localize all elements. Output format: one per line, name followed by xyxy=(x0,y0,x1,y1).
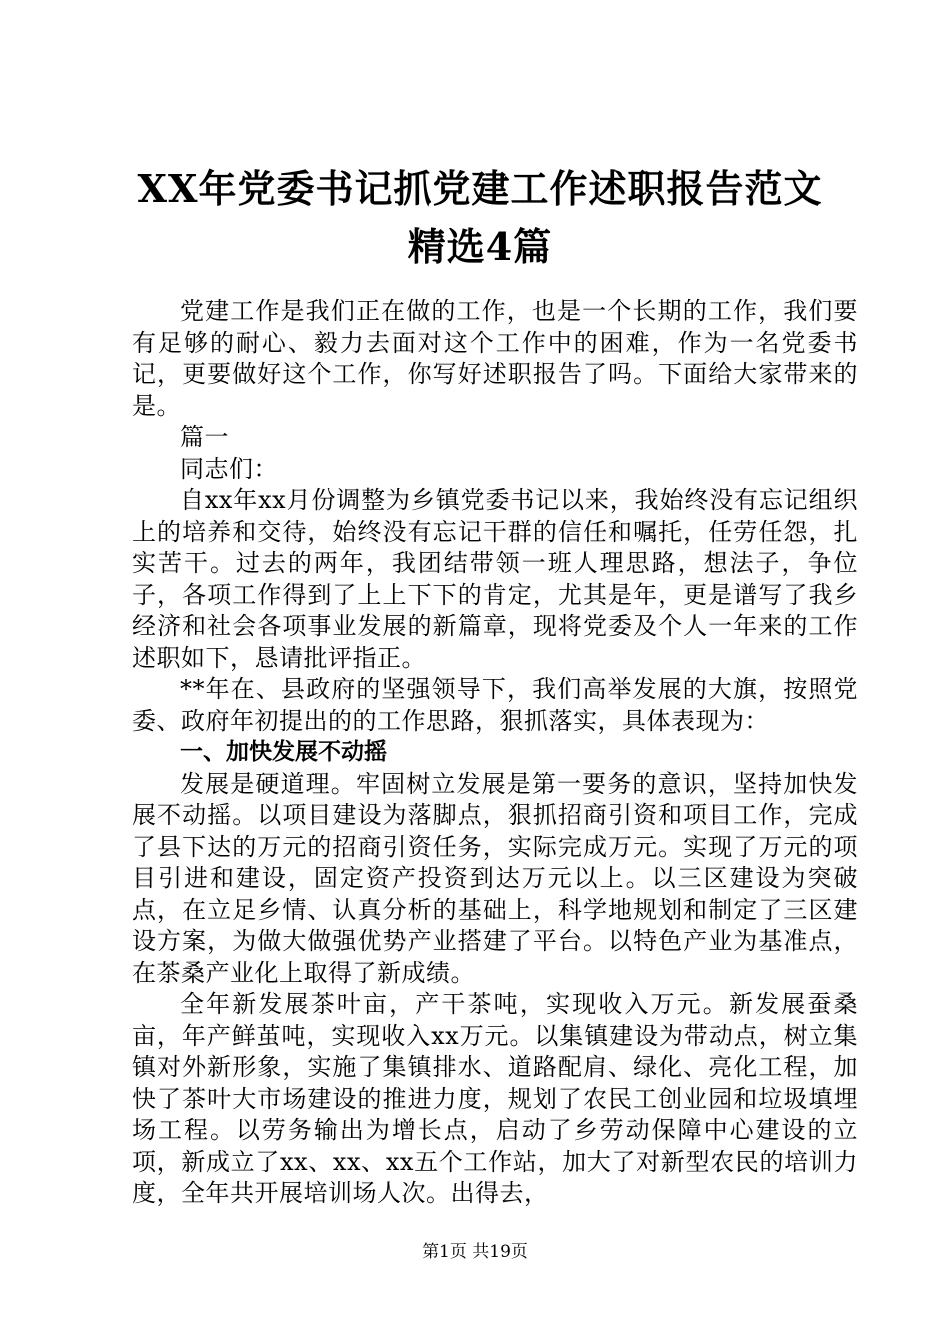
body-paragraph: 发展是硬道理。牢固树立发展是第一要务的意识，坚持加快发展不动摇。以项目建设为落脚点，狠抓招商引资和项目工作，完成了县下达的万元的招商引资任务，实际完成万元。实现了万元的项目引进和建设，固定资产投资到达万元以上。以三区建设为突破点，在立足乡情、认真分析的基础上，科学地规划和制定了三区建设方案，为做大做强优势产业搭建了平台。以特色产业为基准点，在茶桑产业化上取得了新成绩。 xyxy=(132,769,858,987)
document-title: XX年党委书记抓党建工作述职报告范文精选4篇 xyxy=(137,166,823,269)
body-paragraph: 自xx年xx月份调整为乡镇党委书记以来，我始终没有忘记组织上的培养和交待，始终没有忘记干群的信任和嘱托，任劳任怨，扎实苦干。过去的两年，我团结带领一班人理思路，想法子，争位子，各项工作得到了上上下下的肯定，尤其是年，更是谱写了我乡经济和社会各项事业发展的新篇章，现将党委及个人一年来的工作述职如下，恳请批评指正。 xyxy=(132,486,858,672)
page-footer: 第1页 共19页 xyxy=(422,1242,528,1262)
body-paragraph: 全年新发展茶叶亩，产干茶吨，实现收入万元。新发展蚕桑亩，年产鲜茧吨，实现收入xx万元。以集镇建设为带动点，树立集镇对外新形象，实施了集镇排水、道路配肩、绿化、亮化工程，加快了茶叶大市场建设的推进力度，规划了农民工创业园和垃圾填埋场工程。以劳务输出为增长点，启动了乡劳动保障中心建设的立项，新成立了xx、xx、xx五个工作站，加大了对新型农民的培训力度，全年共开展培训场人次。出得去， xyxy=(132,990,858,1207)
section-heading: 一、加快发展不动摇 xyxy=(180,739,387,765)
body-paragraph: **年在、县政府的坚强领导下，我们高举发展的大旗，按照党委、政府年初提出的的工作思路，狠抓落实，具体表现为： xyxy=(132,675,858,735)
document-body xyxy=(132,296,858,1210)
salutation: 同志们： xyxy=(180,454,278,483)
intro-paragraph: 党建工作是我们正在做的工作，也是一个长期的工作，我们要有足够的耐心、毅力去面对这个工作中的困难，作为一名党委书记，更要做好这个工作，你写好述职报告了吗。下面给大家带来的是。 xyxy=(132,297,858,420)
section-label: 篇一 xyxy=(180,423,229,451)
